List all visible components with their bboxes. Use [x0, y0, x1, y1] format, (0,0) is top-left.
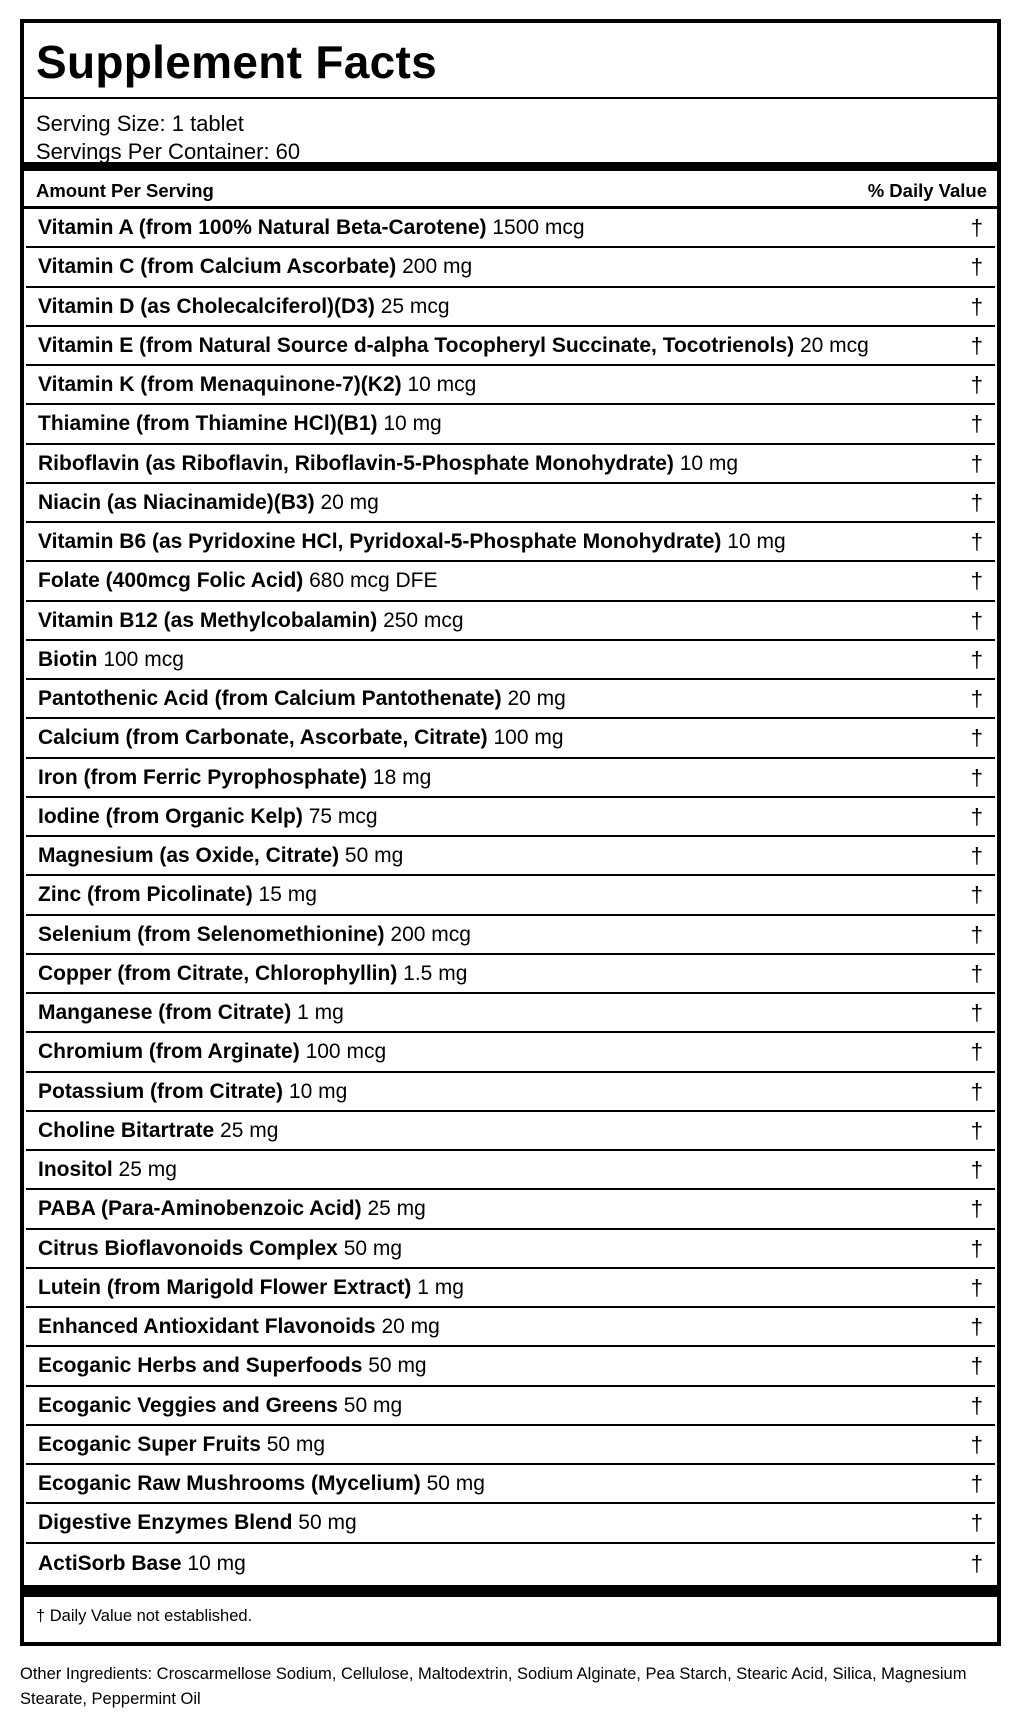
nutrient-amount: 25 mcg: [380, 294, 450, 318]
daily-value-mark: †: [970, 1431, 983, 1457]
daily-value-mark: †: [970, 725, 983, 751]
nutrient-amount: 200 mg: [402, 255, 473, 279]
daily-value-mark: †: [970, 1000, 983, 1026]
nutrient-entry: [38, 1511, 357, 1535]
other-ingredients: Other Ingredients: Croscarmellose Sodium, Cellulose, Maltodextrin, Sodium Alginate, Pea Starch, Stearic Acid, Silica, Magnesium Stearate, Peppermint Oil: [20, 1665, 967, 1708]
nutrient-entry: [38, 1472, 485, 1496]
nutrient-name: Magnesium (as Oxide, Citrate): [38, 844, 340, 868]
nutrient-name: Ecoganic Herbs and Superfoods: [38, 1354, 363, 1378]
nutrient-row: [26, 405, 995, 444]
nutrient-row: [26, 1151, 995, 1190]
nutrient-entry: [38, 1119, 278, 1143]
nutrient-name: Vitamin A (from 100% Natural Beta-Carotene): [38, 216, 487, 240]
daily-value-mark: †: [970, 1510, 983, 1536]
nutrient-entry: [38, 569, 438, 593]
daily-value-mark: †: [970, 215, 983, 241]
nutrient-amount: 680 mcg DFE: [309, 569, 438, 593]
nutrient-amount: 10 mcg: [407, 373, 477, 397]
footnote: † Daily Value not established.: [36, 1606, 253, 1625]
nutrient-amount: 1.5 mg: [403, 961, 468, 985]
nutrient-entry: [38, 1040, 386, 1064]
nutrient-entry: [38, 766, 431, 790]
nutrient-row: [26, 1347, 995, 1386]
nutrient-name: Ecoganic Veggies and Greens: [38, 1393, 338, 1417]
nutrient-amount: 20 mg: [507, 687, 566, 711]
nutrient-name: Biotin: [38, 647, 98, 671]
nutrient-entry: [38, 648, 184, 672]
daily-value-mark: †: [970, 293, 983, 319]
nutrient-entry: [38, 1237, 402, 1261]
nutrient-name: Ecoganic Raw Mushrooms (Mycelium): [38, 1472, 421, 1496]
nutrient-name: Niacin (as Niacinamide)(B3): [38, 490, 315, 514]
nutrient-row: [26, 1426, 995, 1465]
nutrient-amount: 10 mg: [288, 1079, 348, 1103]
nutrient-entry: [38, 1354, 427, 1378]
daily-value-mark: †: [970, 1274, 983, 1300]
nutrient-row: [26, 1073, 995, 1112]
daily-value-mark: †: [970, 332, 983, 358]
serving-info: [24, 99, 997, 171]
nutrient-entry: [38, 373, 476, 397]
nutrient-name: Enhanced Antioxidant Flavonoids: [38, 1315, 376, 1339]
nutrient-name: Vitamin K (from Menaquinone-7)(K2): [38, 373, 402, 397]
nutrient-row: [26, 1190, 995, 1229]
nutrient-amount: 10 mg: [679, 451, 739, 475]
nutrient-name: Selenium (from Selenomethionine): [38, 922, 385, 946]
nutrient-entry: [38, 687, 566, 711]
nutrient-entry: [38, 844, 403, 868]
nutrient-row: [26, 1112, 995, 1151]
nutrient-name: Ecoganic Super Fruits: [38, 1432, 261, 1456]
nutrient-entry: [38, 255, 472, 279]
nutrient-amount: 100 mcg: [103, 647, 184, 671]
daily-value-mark: †: [970, 803, 983, 829]
nutrient-row: [26, 837, 995, 876]
nutrient-amount: 50 mg: [298, 1511, 357, 1535]
daily-value-mark: †: [970, 843, 983, 869]
nutrient-amount: 25 mg: [367, 1197, 426, 1221]
daily-value-mark: †: [970, 960, 983, 986]
nutrient-entry: [38, 491, 379, 515]
nutrient-amount: 75 mcg: [308, 804, 378, 828]
nutrient-name: Lutein (from Marigold Flower Extract): [38, 1275, 412, 1299]
nutrient-name: Digestive Enzymes Blend: [38, 1511, 293, 1535]
column-header-row: [24, 171, 997, 209]
supplement-facts-panel: [20, 19, 1001, 1646]
nutrient-row: [26, 602, 995, 641]
daily-value-mark: †: [970, 1078, 983, 1104]
nutrient-row: [26, 248, 995, 287]
nutrient-entry: [38, 1276, 464, 1300]
nutrient-name: Vitamin B6 (as Pyridoxine HCl, Pyridoxal-5-Phosphate Monohydrate): [38, 530, 722, 554]
nutrient-row: [26, 1308, 995, 1347]
nutrient-row: [26, 327, 995, 366]
nutrient-row: [26, 1504, 995, 1543]
nutrient-amount: 100 mg: [493, 726, 564, 750]
nutrient-row: [26, 209, 995, 248]
nutrient-entry: [38, 1433, 325, 1457]
nutrient-row: [26, 562, 995, 601]
nutrient-entry: [38, 334, 869, 358]
nutrient-entry: [38, 452, 738, 476]
nutrient-entry: [38, 216, 585, 240]
nutrient-name: Riboflavin (as Riboflavin, Riboflavin-5-Phosphate Monohydrate): [38, 451, 674, 475]
nutrient-amount: 1500 mcg: [492, 216, 585, 240]
nutrient-name: Copper (from Citrate, Chlorophyllin): [38, 961, 398, 985]
daily-value-mark: †: [970, 1039, 983, 1065]
nutrient-row: [26, 719, 995, 758]
servings-per-container: Servings Per Container: 60: [36, 139, 301, 164]
nutrient-amount: 10 mg: [727, 530, 786, 554]
nutrient-name: Manganese (from Citrate): [38, 1001, 292, 1025]
nutrient-amount: 1 mg: [297, 1001, 344, 1025]
nutrient-amount: 18 mg: [372, 765, 432, 789]
nutrient-row: [26, 955, 995, 994]
daily-value-mark: †: [970, 450, 983, 476]
nutrient-entry: [38, 1197, 426, 1221]
nutrient-amount: 15 mg: [258, 883, 317, 907]
nutrient-amount: 50 mg: [368, 1354, 427, 1378]
nutrient-amount: 50 mg: [426, 1472, 485, 1496]
nutrient-row: [26, 523, 995, 562]
nutrient-name: Citrus Bioflavonoids Complex: [38, 1236, 338, 1260]
nutrient-row: [26, 641, 995, 680]
daily-value-mark: †: [970, 1157, 983, 1183]
nutrient-name: Thiamine (from Thiamine HCl)(B1): [38, 412, 378, 436]
nutrient-name: Iron (from Ferric Pyrophosphate): [38, 765, 368, 789]
daily-value-header: % Daily Value: [867, 179, 987, 201]
nutrient-row: [26, 484, 995, 523]
nutrient-row: [26, 1033, 995, 1072]
nutrient-row: [26, 445, 995, 484]
nutrient-amount: 20 mg: [320, 490, 379, 514]
nutrient-amount: 50 mg: [343, 1393, 403, 1417]
daily-value-mark: †: [970, 764, 983, 790]
daily-value-mark: †: [970, 254, 983, 280]
nutrient-entry: [38, 883, 317, 907]
daily-value-mark: †: [970, 607, 983, 633]
nutrient-amount: 50 mg: [343, 1236, 403, 1260]
nutrient-name: PABA (Para-Aminobenzoic Acid): [38, 1197, 362, 1221]
nutrient-name: Potassium (from Citrate): [38, 1079, 284, 1103]
nutrient-entry: [38, 1315, 440, 1339]
nutrient-entry: [38, 609, 464, 633]
nutrient-row: [26, 1269, 995, 1308]
nutrient-row: [26, 876, 995, 915]
nutrient-name: Inositol: [38, 1158, 113, 1182]
nutrient-amount: 20 mg: [381, 1315, 440, 1339]
nutrient-row: [26, 366, 995, 405]
daily-value-mark: †: [970, 568, 983, 594]
daily-value-mark: †: [970, 1550, 983, 1576]
nutrient-entry: [38, 923, 471, 947]
nutrient-name: ActiSorb Base: [38, 1551, 182, 1575]
nutrient-entry: [38, 1552, 246, 1576]
daily-value-mark: †: [970, 1471, 983, 1497]
daily-value-mark: †: [970, 646, 983, 672]
nutrient-name: Calcium (from Carbonate, Ascorbate, Citrate): [38, 726, 488, 750]
daily-value-mark: †: [970, 921, 983, 947]
nutrient-amount: 50 mg: [344, 844, 404, 868]
daily-value-mark: †: [970, 529, 983, 555]
daily-value-mark: †: [970, 411, 983, 437]
nutrient-entry: [38, 1394, 402, 1418]
nutrient-name: Vitamin E (from Natural Source d-alpha Tocopheryl Succinate, Tocotrienols): [38, 333, 795, 357]
nutrient-amount: 250 mcg: [383, 608, 464, 632]
nutrient-entry: [38, 726, 564, 750]
nutrient-entry: [38, 1001, 344, 1025]
nutrient-row: [26, 1387, 995, 1426]
nutrient-name: Choline Bitartrate: [38, 1118, 215, 1142]
daily-value-mark: †: [970, 1196, 983, 1222]
nutrient-list: [26, 209, 995, 1583]
amount-per-serving-header: Amount Per Serving: [36, 179, 214, 201]
nutrient-amount: 10 mg: [383, 412, 442, 436]
serving-size: Serving Size: 1 tablet: [36, 111, 244, 136]
nutrient-name: Iodine (from Organic Kelp): [38, 804, 303, 828]
nutrient-amount: 50 mg: [266, 1432, 326, 1456]
nutrient-row: [26, 680, 995, 719]
nutrient-row: [26, 916, 995, 955]
daily-value-mark: †: [970, 1392, 983, 1418]
nutrient-entry: [38, 295, 450, 319]
nutrient-name: Vitamin B12 (as Methylcobalamin): [38, 608, 378, 632]
nutrient-amount: 100 mcg: [305, 1040, 387, 1064]
daily-value-mark: †: [970, 372, 983, 398]
nutrient-row: [26, 288, 995, 327]
nutrient-name: Folate (400mcg Folic Acid): [38, 569, 304, 593]
bottom-divider: [24, 1585, 997, 1597]
nutrient-entry: [38, 962, 467, 986]
daily-value-mark: †: [970, 1235, 983, 1261]
daily-value-mark: †: [970, 1117, 983, 1143]
panel-title: Supplement Facts: [24, 23, 997, 99]
daily-value-mark: †: [970, 1353, 983, 1379]
nutrient-amount: 200 mcg: [390, 922, 471, 946]
daily-value-mark: †: [970, 882, 983, 908]
nutrient-entry: [38, 530, 786, 554]
nutrient-row: [26, 759, 995, 798]
nutrient-entry: [38, 1158, 177, 1182]
daily-value-mark: †: [970, 489, 983, 515]
daily-value-mark: †: [970, 1314, 983, 1340]
nutrient-amount: 10 mg: [187, 1551, 246, 1575]
nutrient-name: Vitamin C (from Calcium Ascorbate): [38, 255, 397, 279]
nutrient-entry: [38, 1080, 347, 1104]
nutrient-row: [26, 1544, 995, 1583]
nutrient-entry: [38, 805, 378, 829]
nutrient-row: [26, 994, 995, 1033]
nutrient-amount: 1 mg: [417, 1275, 464, 1299]
daily-value-mark: †: [970, 686, 983, 712]
nutrient-name: Pantothenic Acid (from Calcium Pantothenate): [38, 687, 502, 711]
nutrient-name: Vitamin D (as Cholecalciferol)(D3): [38, 294, 375, 318]
nutrient-row: [26, 798, 995, 837]
nutrient-amount: 25 mg: [118, 1158, 177, 1182]
nutrient-entry: [38, 412, 442, 436]
nutrient-row: [26, 1230, 995, 1269]
nutrient-amount: 20 mcg: [799, 333, 869, 357]
nutrient-name: Chromium (from Arginate): [38, 1040, 300, 1064]
nutrient-amount: 25 mg: [220, 1118, 279, 1142]
nutrient-row: [26, 1465, 995, 1504]
nutrient-name: Zinc (from Picolinate): [38, 883, 253, 907]
